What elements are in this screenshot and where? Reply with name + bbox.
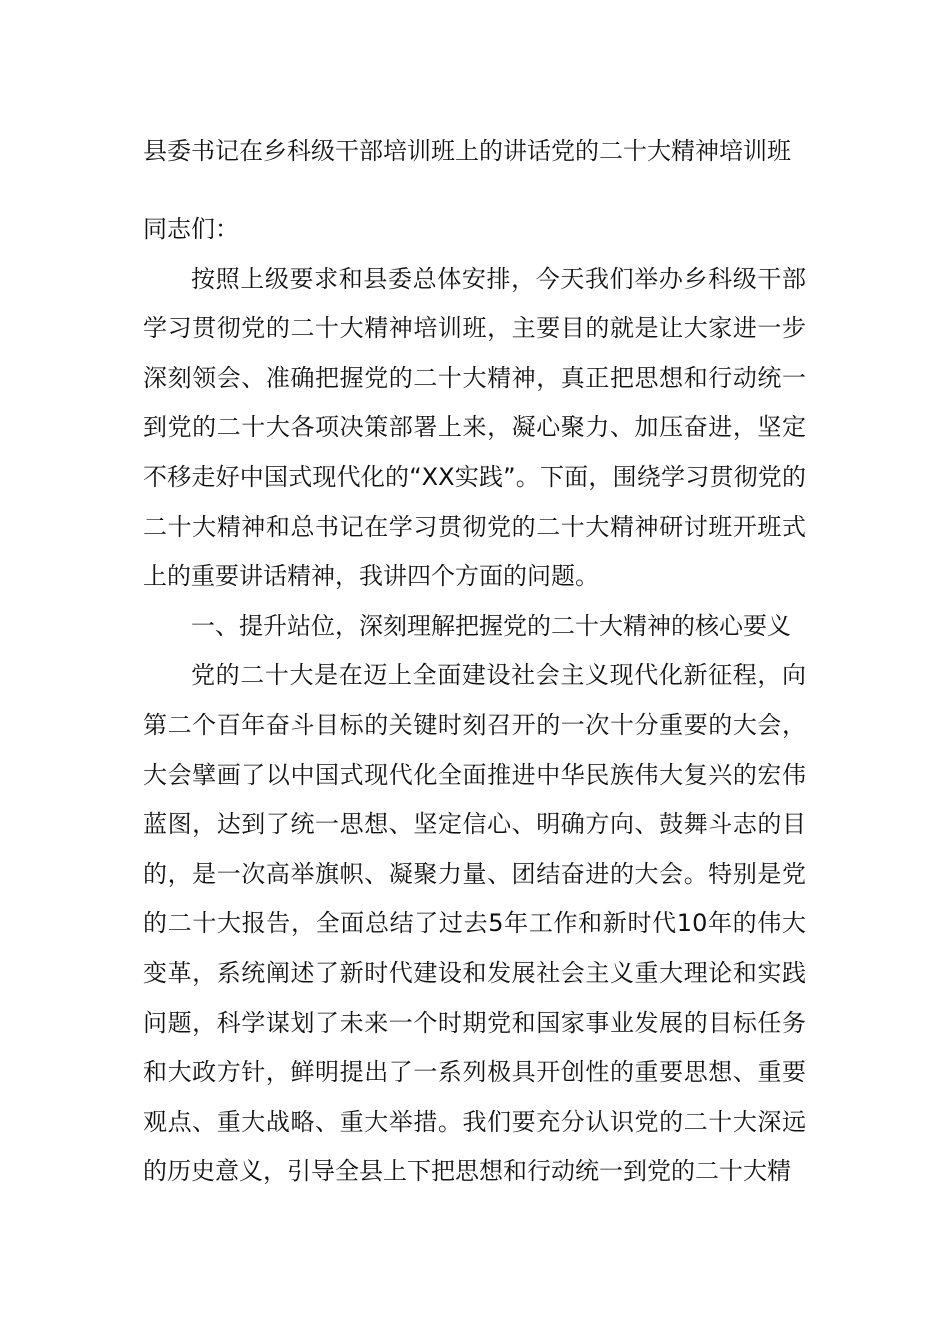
document-body	[143, 205, 806, 1197]
paragraph-section-1: 党的二十大是在迈上全面建设社会主义现代化新征程，向第二个百年奋斗目标的关键时刻召开的一次十分重要的大会，大会擘画了以中国式现代化全面推进中华民族伟大复兴的宏伟蓝图，达到了统一思想、坚定信心、明确方向、鼓舞斗志的目的，是一次高举旗帜、凝聚力量、团结奋进的大会。特别是党的二十大报告，全面总结了过去5年工作和新时代10年的伟大变革，系统阐述了新时代建设和发展社会主义重大理论和实践问题，科学谋划了未来一个时期党和国家事业发展的目标任务和大政方针，鲜明提出了一系列极具开创性的重要思想、重要观点、重大战略、重大举措。我们要充分认识党的二十大深远的历史意义，引导全县上下把思想和行动统一到党的二十大精	[143, 661, 806, 1186]
document-title: 县委书记在乡科级干部培训班上的讲话党的二十大精神培训班	[143, 137, 791, 165]
section-heading-1: 一、提升站位，深刻理解把握党的二十大精神的核心要义	[191, 611, 791, 640]
salutation: 同志们：	[143, 215, 239, 243]
paragraph-intro: 按照上级要求和县委总体安排，今天我们举办乡科级干部学习贯彻党的二十大精神培训班，主要目的就是让大家进一步深刻领会、准确把握党的二十大精神，真正把思想和行动统一到党的二十大各项决策部署上来，凝心聚力、加压奋进，坚定不移走好中国式现代化的“XX实践”。下面，围绕学习贯彻党的二十大精神和总书记在学习贯彻党的二十大精神研讨班开班式上的重要讲话精神，我讲四个方面的问题。	[143, 264, 806, 591]
